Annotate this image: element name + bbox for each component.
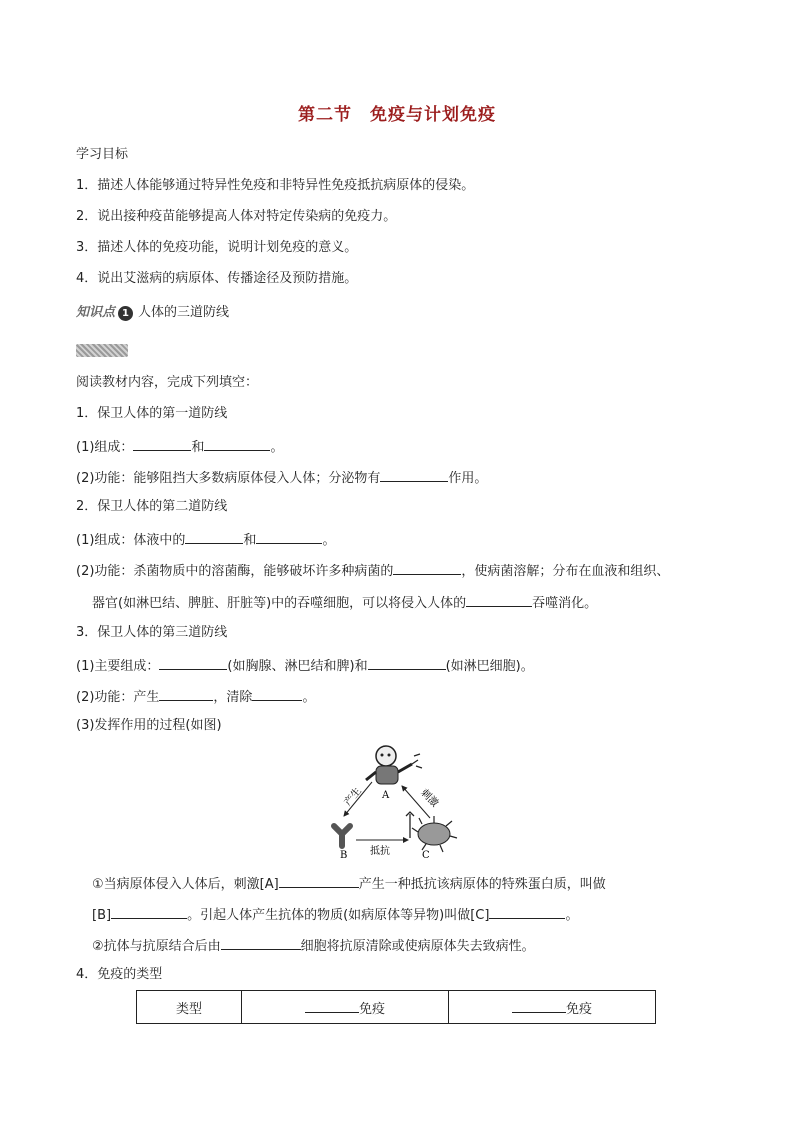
text-span: 免疫 <box>358 1001 385 1017</box>
answer-blank[interactable] <box>489 904 565 919</box>
objective-item: 2．说出接种疫苗能够提高人体对特定传染病的免疫力。 <box>76 209 397 224</box>
text-span: 。引起人体产生抗体的物质(如病原体等异物)叫做[C] <box>187 908 490 923</box>
text-span: ②抗体与抗原结合后由 <box>92 939 221 954</box>
section3-function <box>76 686 315 707</box>
answer-blank[interactable] <box>512 998 566 1013</box>
section3-process: (3)发挥作用的过程(如图) <box>76 718 222 733</box>
text-span: (2)功能：杀菌物质中的溶菌酶，能够破坏许多种病菌的 <box>76 564 394 579</box>
answer-blank[interactable] <box>466 592 532 607</box>
knowledge-point-tag: 知识点 <box>76 305 116 320</box>
table-cell-col2 <box>242 991 449 1024</box>
section3-composition <box>76 655 534 676</box>
immune-process-diagram <box>326 742 466 862</box>
answer-blank[interactable] <box>393 560 461 575</box>
text-span: (1)组成： <box>76 440 134 455</box>
section-stamp-icon <box>76 344 128 357</box>
knowledge-point-header <box>76 304 229 322</box>
section2-heading: 2．保卫人体的第二道防线 <box>76 499 228 514</box>
label-produce: 产生 <box>342 785 364 809</box>
text-span: 。 <box>270 440 284 455</box>
immunity-types-table <box>136 990 656 1024</box>
answer-blank[interactable] <box>256 529 322 544</box>
text-span: 细胞将抗原清除或使病原体失去致病性。 <box>300 939 535 954</box>
question1-line2 <box>92 904 578 925</box>
page-title: 第二节 免疫与计划免疫 <box>298 105 496 125</box>
section1-heading: 1．保卫人体的第一道防线 <box>76 406 228 421</box>
answer-blank[interactable] <box>204 436 270 451</box>
section2-function-cont <box>92 592 597 613</box>
section2-function <box>76 560 669 581</box>
section1-composition <box>76 436 283 457</box>
pathogen-icon <box>406 812 457 852</box>
text-span: 和 <box>243 533 257 548</box>
section2-composition <box>76 529 335 550</box>
question2 <box>92 935 535 956</box>
answer-blank[interactable] <box>368 655 446 670</box>
answer-blank[interactable] <box>221 935 301 950</box>
text-span: (如胸腺、淋巴结和脾)和 <box>227 659 368 674</box>
answer-blank[interactable] <box>185 529 243 544</box>
objectives-heading: 学习目标 <box>76 147 129 162</box>
text-span: (1)组成：体液中的 <box>76 533 186 548</box>
answer-blank[interactable] <box>159 686 213 701</box>
label-a: A <box>382 790 390 801</box>
text-span: 。 <box>565 908 579 923</box>
text-span: (2)功能：能够阻挡大多数病原体侵入人体；分泌物有 <box>76 471 381 486</box>
table-cell-col3 <box>449 991 656 1024</box>
section1-function <box>76 467 487 488</box>
answer-blank[interactable] <box>111 904 187 919</box>
label-resist: 抵抗 <box>370 846 390 857</box>
answer-blank[interactable] <box>279 873 359 888</box>
text-span: 器官(如淋巴结、脾脏、肝脏等)中的吞噬细胞，可以将侵入人体的 <box>92 596 467 611</box>
answer-blank[interactable] <box>380 467 448 482</box>
text-span: 。 <box>322 533 336 548</box>
objective-item: 1．描述人体能够通过特异性免疫和非特异性免疫抵抗病原体的侵染。 <box>76 178 475 193</box>
table-row <box>137 991 656 1024</box>
section4-heading: 4．免疫的类型 <box>76 967 163 982</box>
knowledge-point-number: 1 <box>118 306 133 321</box>
text-span: 吞噬消化。 <box>532 596 598 611</box>
lymphocyte-icon <box>366 746 422 784</box>
text-span: 免疫 <box>565 1001 592 1017</box>
answer-blank[interactable] <box>133 436 191 451</box>
objective-item: 3．描述人体的免疫功能，说明计划免疫的意义。 <box>76 240 358 255</box>
text-span: ，清除 <box>213 690 253 705</box>
instruction: 阅读教材内容，完成下列填空： <box>76 375 259 390</box>
text-span: 作用。 <box>448 471 488 486</box>
text-span: 产生一种抵抗该病原体的特殊蛋白质，叫做 <box>358 877 606 892</box>
objective-item: 4．说出艾滋病的病原体、传播途径及预防措施。 <box>76 271 358 286</box>
answer-blank[interactable] <box>159 655 227 670</box>
answer-blank[interactable] <box>305 998 359 1013</box>
table-cell-type: 类型 <box>137 991 242 1024</box>
section3-heading: 3．保卫人体的第三道防线 <box>76 625 228 640</box>
label-c: C <box>422 850 430 861</box>
text-span: 和 <box>191 440 205 455</box>
text-span: (1)主要组成： <box>76 659 160 674</box>
antibody-icon <box>334 826 350 846</box>
answer-blank[interactable] <box>252 686 302 701</box>
question1-line1 <box>92 873 606 894</box>
text-span: (如淋巴细胞)。 <box>445 659 534 674</box>
text-span: ①当病原体侵入人体后，刺激[A] <box>92 877 279 892</box>
knowledge-point-title: 人体的三道防线 <box>138 305 230 320</box>
text-span: [B] <box>92 908 112 923</box>
label-b: B <box>340 850 348 861</box>
text-span: (2)功能：产生 <box>76 690 160 705</box>
label-stimulate: 刺激 <box>418 787 441 810</box>
text-span: ，使病菌溶解；分布在血液和组织、 <box>461 564 670 579</box>
text-span: 。 <box>302 690 316 705</box>
